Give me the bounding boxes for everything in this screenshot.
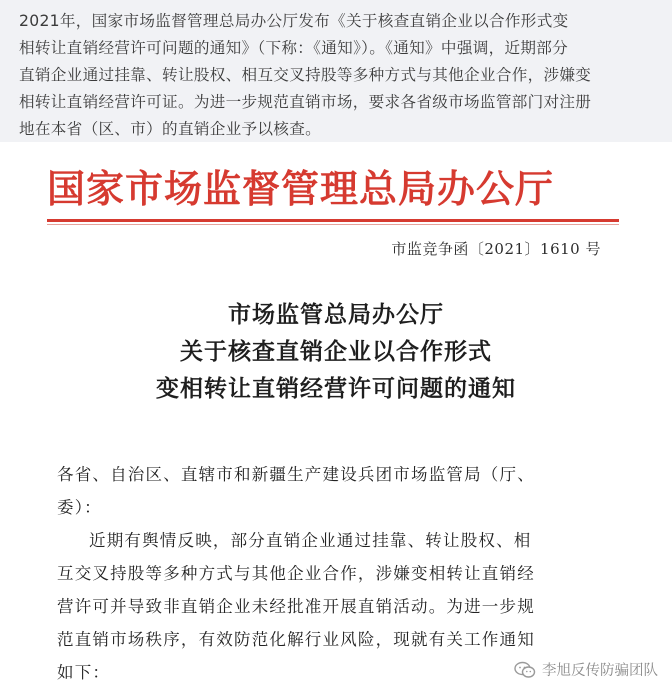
wechat-icon xyxy=(514,661,536,679)
intro-line: 相转让直销经营许可证。为进一步规范直销市场，要求各省级市场监管部门对注册 xyxy=(19,93,592,111)
document-header-title: 国家市场监督管理总局办公厅 xyxy=(47,166,555,211)
intro-line: 直销企业通过挂靠、转让股权、相互交叉持股等多种方式与其他企业合作，涉嫌变 xyxy=(19,66,592,84)
intro-line: 2021年，国家市场监督管理总局办公厅发布《关于核查直销企业以合作形式变 xyxy=(19,12,569,30)
notice-title-line: 市场监管总局办公厅 xyxy=(228,301,444,328)
watermark xyxy=(514,659,658,680)
body-line: 互交叉持股等多种方式与其他企业合作，涉嫌变相转让直销经 xyxy=(57,564,535,583)
addressee-line: 各省、自治区、直辖市和新疆生产建设兵团市场监管局（厅、 xyxy=(57,465,535,484)
notice-title-line: 关于核查直销企业以合作形式 xyxy=(180,338,492,365)
body-line: 如下： xyxy=(57,663,111,682)
body-line: 营许可并导致非直销企业未经批准开展直销活动。为进一步规 xyxy=(57,597,535,616)
watermark-text: 李旭反传防骗团队 xyxy=(542,663,658,679)
notice-body xyxy=(57,458,633,689)
intro-line: 地在本省（区、市）的直销企业予以核查。 xyxy=(19,120,321,138)
notice-title xyxy=(19,296,653,407)
header-red-rule xyxy=(47,219,619,222)
document-image xyxy=(19,142,653,698)
body-line: 近期有舆情反映，部分直销企业通过挂靠、转让股权、相 xyxy=(89,531,532,550)
body-line: 范直销市场秩序，有效防范化解行业风险，现就有关工作通知 xyxy=(57,630,535,649)
addressee-line: 委）： xyxy=(57,498,102,517)
header-red-rule-thin xyxy=(47,224,619,225)
intro-line: 相转让直销经营许可问题的通知》（下称：《通知》）。《通知》中强调，近期部分 xyxy=(19,39,569,57)
intro-paragraph xyxy=(0,0,672,143)
document-number: 市监竞争函〔2021〕1610 号 xyxy=(391,240,601,258)
intro-panel xyxy=(0,0,672,142)
notice-title-line: 变相转让直销经营许可问题的通知 xyxy=(156,375,516,402)
